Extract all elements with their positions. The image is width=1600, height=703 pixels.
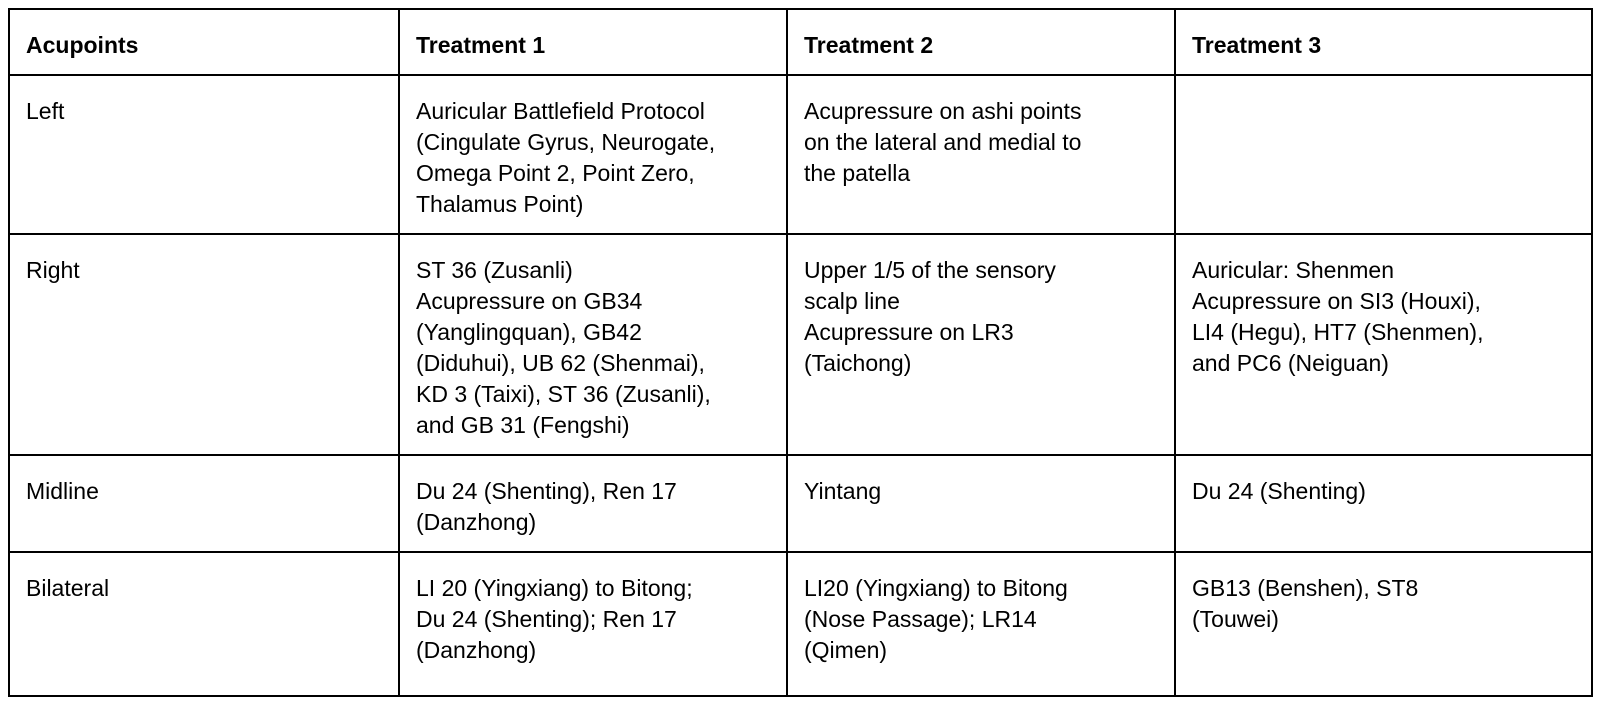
cell-bilateral-treatment-3: GB13 (Benshen), ST8 (Touwei) [1175, 552, 1592, 696]
cell-right-treatment-3: Auricular: Shenmen Acupressure on SI3 (Houxi), LI4 (Hegu), HT7 (Shenmen), and PC6 (Neiguan) [1175, 234, 1592, 455]
row-label-left: Left [9, 75, 399, 234]
cell-midline-treatment-1: Du 24 (Shenting), Ren 17 (Danzhong) [399, 455, 787, 552]
row-label-right: Right [9, 234, 399, 455]
table-row-left [9, 75, 1592, 234]
cell-left-treatment-2: Acupressure on ashi points on the lateral and medial to the patella [787, 75, 1175, 234]
table-row-right [9, 234, 1592, 455]
row-label-bilateral: Bilateral [9, 552, 399, 696]
cell-right-treatment-1: ST 36 (Zusanli) Acupressure on GB34 (Yanglingquan), GB42 (Diduhui), UB 62 (Shenmai), KD 3 (Taixi), ST 36 (Zusanli), and GB 31 (Fengshi) [399, 234, 787, 455]
header-treatment-3: Treatment 3 [1175, 9, 1592, 75]
cell-left-treatment-3 [1175, 75, 1592, 234]
acupoints-treatment-table [8, 8, 1593, 697]
header-treatment-1: Treatment 1 [399, 9, 787, 75]
cell-midline-treatment-2: Yintang [787, 455, 1175, 552]
cell-right-treatment-2: Upper 1/5 of the sensory scalp line Acupressure on LR3 (Taichong) [787, 234, 1175, 455]
cell-midline-treatment-3: Du 24 (Shenting) [1175, 455, 1592, 552]
table-row-bilateral [9, 552, 1592, 696]
header-row [9, 9, 1592, 75]
table-row-midline [9, 455, 1592, 552]
cell-left-treatment-1: Auricular Battlefield Protocol (Cingulate Gyrus, Neurogate, Omega Point 2, Point Zero, Thalamus Point) [399, 75, 787, 234]
cell-bilateral-treatment-2: LI20 (Yingxiang) to Bitong (Nose Passage); LR14 (Qimen) [787, 552, 1175, 696]
row-label-midline: Midline [9, 455, 399, 552]
acupoints-table-container [8, 8, 1591, 695]
cell-bilateral-treatment-1: LI 20 (Yingxiang) to Bitong; Du 24 (Shenting); Ren 17 (Danzhong) [399, 552, 787, 696]
header-treatment-2: Treatment 2 [787, 9, 1175, 75]
header-acupoints: Acupoints [9, 9, 399, 75]
